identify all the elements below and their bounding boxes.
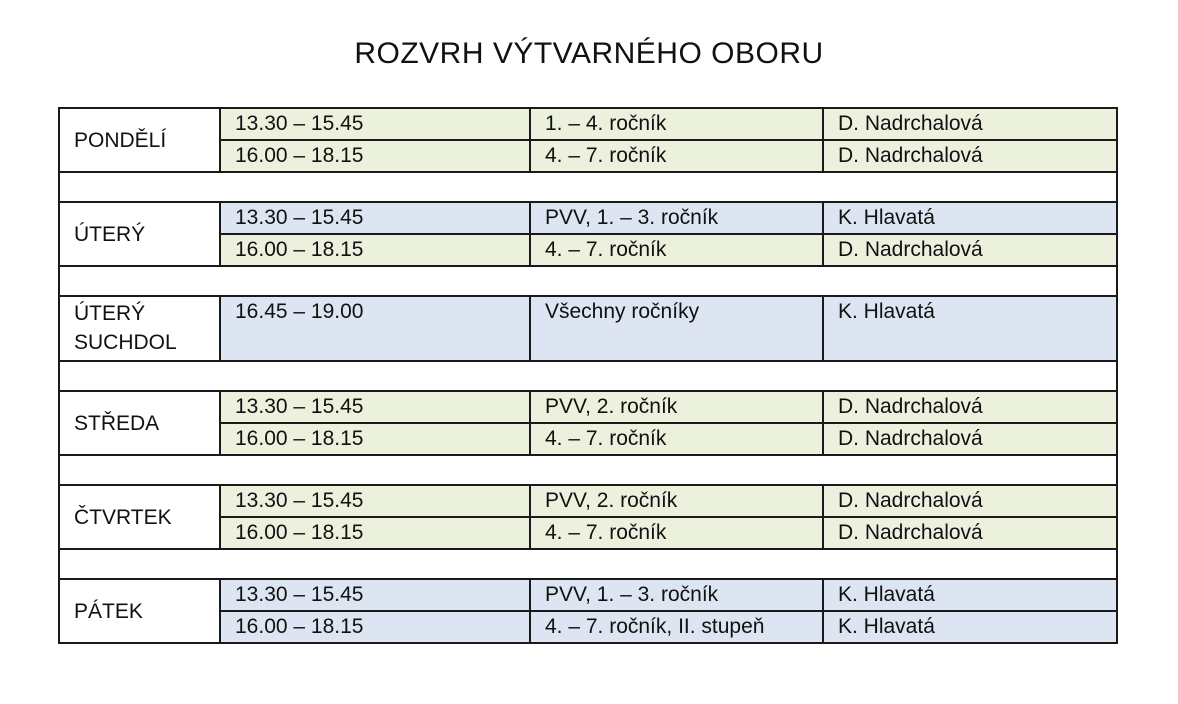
- time-cell: 16.00 – 18.15: [220, 140, 530, 172]
- time-cell: 13.30 – 15.45: [220, 485, 530, 517]
- day-label-line2: SUCHDOL: [74, 331, 177, 354]
- table-row: [59, 202, 1117, 234]
- teacher-cell: D. Nadrchalová: [823, 140, 1117, 172]
- grade-cell: Všechny ročníky: [530, 296, 823, 361]
- spacer-row: [59, 361, 1117, 391]
- grade-cell: PVV, 1. – 3. ročník: [530, 579, 823, 611]
- time-cell: 13.30 – 15.45: [220, 579, 530, 611]
- spacer-row: [59, 455, 1117, 485]
- teacher-cell: D. Nadrchalová: [823, 234, 1117, 266]
- grade-cell: 4. – 7. ročník: [530, 517, 823, 549]
- day-cell: STŘEDA: [59, 391, 220, 455]
- time-cell: 16.00 – 18.15: [220, 611, 530, 643]
- teacher-cell: D. Nadrchalová: [823, 391, 1117, 423]
- teacher-cell: D. Nadrchalová: [823, 108, 1117, 140]
- day-label-line1: ÚTERÝ: [74, 302, 146, 325]
- table-row: [59, 485, 1117, 517]
- teacher-cell: D. Nadrchalová: [823, 485, 1117, 517]
- table-row: [59, 108, 1117, 140]
- spacer-cell: [59, 455, 1117, 485]
- day-cell: PONDĚLÍ: [59, 108, 220, 172]
- grade-cell: 4. – 7. ročník: [530, 234, 823, 266]
- day-cell: ČTVRTEK: [59, 485, 220, 549]
- grade-cell: 1. – 4. ročník: [530, 108, 823, 140]
- teacher-cell: K. Hlavatá: [823, 202, 1117, 234]
- grade-cell: 4. – 7. ročník: [530, 423, 823, 455]
- teacher-cell: K. Hlavatá: [823, 579, 1117, 611]
- grade-cell: PVV, 2. ročník: [530, 485, 823, 517]
- time-cell: 13.30 – 15.45: [220, 202, 530, 234]
- spacer-cell: [59, 172, 1117, 202]
- time-cell: 16.00 – 18.15: [220, 234, 530, 266]
- table-row: [59, 579, 1117, 611]
- day-cell: ÚTERÝ: [59, 202, 220, 266]
- teacher-cell: K. Hlavatá: [823, 296, 1117, 361]
- table-row: [59, 296, 1117, 361]
- spacer-row: [59, 549, 1117, 579]
- table-row: [59, 391, 1117, 423]
- grade-cell: 4. – 7. ročník, II. stupeň: [530, 611, 823, 643]
- day-cell: [59, 296, 220, 361]
- spacer-cell: [59, 361, 1117, 391]
- spacer-cell: [59, 549, 1117, 579]
- teacher-cell: D. Nadrchalová: [823, 517, 1117, 549]
- day-cell: PÁTEK: [59, 579, 220, 643]
- teacher-cell: K. Hlavatá: [823, 611, 1117, 643]
- page-title: ROZVRH VÝTVARNÉHO OBORU: [354, 37, 824, 70]
- grade-cell: 4. – 7. ročník: [530, 140, 823, 172]
- time-cell: 13.30 – 15.45: [220, 391, 530, 423]
- spacer-row: [59, 266, 1117, 296]
- teacher-cell: D. Nadrchalová: [823, 423, 1117, 455]
- schedule-table: [58, 107, 1118, 644]
- spacer-row: [59, 172, 1117, 202]
- grade-cell: PVV, 1. – 3. ročník: [530, 202, 823, 234]
- grade-cell: PVV, 2. ročník: [530, 391, 823, 423]
- time-cell: 16.00 – 18.15: [220, 517, 530, 549]
- time-cell: 13.30 – 15.45: [220, 108, 530, 140]
- time-cell: 16.00 – 18.15: [220, 423, 530, 455]
- time-cell: 16.45 – 19.00: [220, 296, 530, 361]
- spacer-cell: [59, 266, 1117, 296]
